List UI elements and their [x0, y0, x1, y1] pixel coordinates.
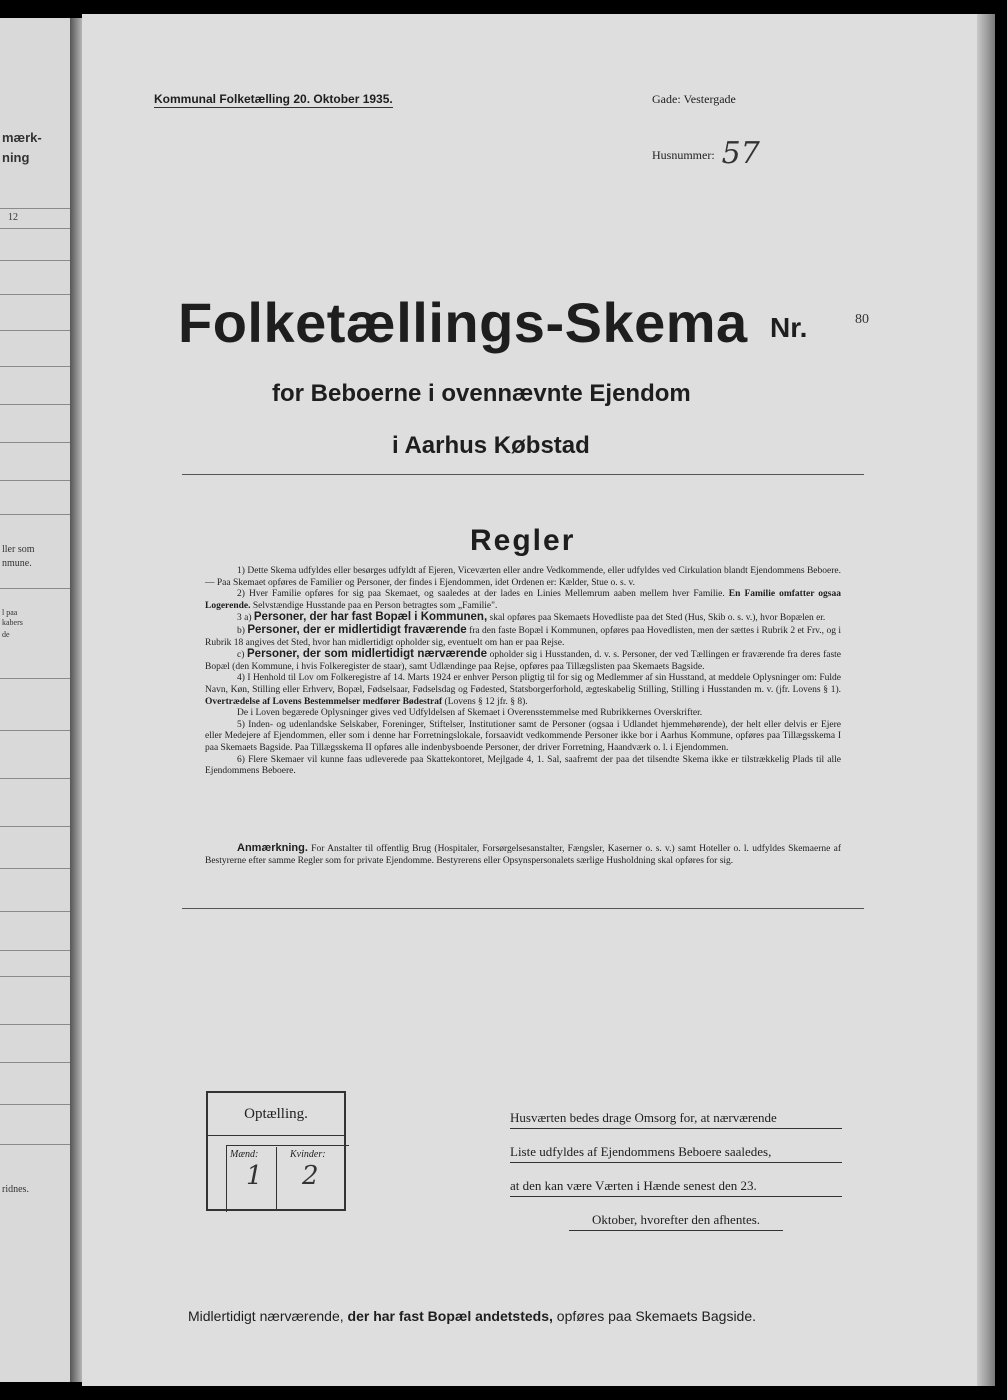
footer-pre: Midlertidigt nærværende,	[188, 1308, 344, 1324]
notice-line: Oktober, hvorefter den afhentes.	[569, 1212, 783, 1231]
rule-3c	[205, 649, 841, 673]
left-page-text: 12	[8, 212, 18, 223]
rule-3b-number: b)	[237, 625, 245, 636]
left-page-rule	[0, 1062, 70, 1063]
remark	[205, 842, 841, 867]
census-form-page	[82, 14, 977, 1386]
men-count: 1	[246, 1161, 263, 1191]
left-page-fragment	[0, 18, 70, 1382]
rule-3a-number: 3 a)	[237, 613, 252, 624]
footer-bold: der har fast Bopæl andetsteds,	[347, 1308, 553, 1324]
left-page-rule	[0, 911, 70, 912]
rule-3c-heading: Personer, der som midlertidigt nærværende	[247, 648, 488, 661]
left-page-rule	[0, 366, 70, 367]
rules-body	[205, 566, 841, 778]
left-page-rule	[0, 480, 70, 481]
footer-note	[188, 1308, 756, 1324]
form-number-value: 80	[855, 312, 869, 327]
form-number-label: Nr.	[770, 312, 808, 343]
left-page-rule	[0, 330, 70, 331]
notice-line: Liste udfyldes af Ejendommens Beboere saaledes,	[510, 1144, 842, 1163]
rule-3c-number: c)	[237, 650, 245, 661]
rule-2-bold: En Familie omfatter ogsaa Logerende.	[205, 589, 841, 611]
left-page-text: ning	[2, 150, 30, 165]
left-page-rule	[0, 260, 70, 261]
rule-4-bold: Overtrædelse af Lovens Bestemmelser medfører Bødestraf	[205, 696, 443, 707]
left-page-rule	[0, 228, 70, 229]
men-label: Mænd:	[230, 1149, 259, 1160]
left-page-rule	[0, 1024, 70, 1025]
left-page-rule	[0, 294, 70, 295]
rule-3c-text: opholder sig i Husstanden, d. v. s. Personer, der ved Tællingen er fraværende fra deres faste Bopæl (den Kommune, i hvis Folkeregister de staar), samt Udlændinge paa Rejse, opføres paa Tillægslisten paa Skemaets Bagside.	[205, 650, 841, 672]
rule-2-text: 2) Hver Familie opføres for sig paa Skemaet, og saaledes at der lades en Linies Mellemrum aaben mellem hver Familie.	[237, 589, 725, 600]
form-subtitle-city: i Aarhus Købstad	[392, 432, 590, 459]
left-page-rule	[0, 778, 70, 779]
book-gutter	[70, 18, 82, 1382]
left-page-rule	[0, 404, 70, 405]
rule-5: 5) Inden- og udenlandske Selskaber, Foreninger, Stiftelser, Institutioner samt de Personer (ogsaa i Udlandet hjemmehørende), der helt eller delvis er Ejere eller Medejere af Ejendommen, eller som i denne har Forretningslokale, forsaavidt vedkommende Personer ikke bor i Aarhus Kommune, opføres paa Tillægsskema I paa Skemaets Bagside. Paa Tillægsskema II opføres alle indenbysboende Personer, der driver Forretning, Haandværk o. l. i Ejendommen.	[205, 719, 841, 753]
rule-4-ref: (Lovens § 12 jfr. § 8).	[444, 696, 528, 707]
remark-text: For Anstalter til offentlig Brug (Hospitaler, Forsørgelsesanstalter, Fængsler, Kaserner o. s. v.) samt Hoteller o. l. udfyldes Skemaerne af Bestyrerne efter samme Regler som for private Ejendomme. Bestyrerens eller Opsynspersonalets særlige Husholdning skal opføres for sig.	[205, 844, 842, 866]
house-number-value: 57	[721, 136, 760, 171]
page-edge	[977, 14, 995, 1386]
left-page-rule	[0, 1144, 70, 1145]
left-page-rule	[0, 514, 70, 515]
women-label: Kvinder:	[290, 1149, 326, 1160]
form-subtitle: for Beboerne i ovennævnte Ejendom	[272, 380, 691, 407]
divider	[182, 908, 864, 909]
census-header: Kommunal Folketælling 20. Oktober 1935.	[154, 92, 393, 106]
rule-3b-heading: Personer, der er midlertidigt fraværende	[247, 623, 467, 636]
count-divider	[276, 1147, 277, 1211]
house-number-label: Husnummer:	[652, 148, 715, 162]
rule-3b-text: fra den faste Bopæl i Kommunen, opføres paa Hovedlisten, men der sættes i Rubrik 2 et Frv., og i Rubrik 18 angives det Sted, hvor han midlertidigt opholder sig, eventuelt om han er paa Rejse.	[205, 625, 842, 648]
left-page-text: l paa	[2, 608, 18, 617]
rule-3b	[205, 625, 841, 649]
left-page-rule	[0, 1104, 70, 1105]
street-field	[652, 92, 736, 107]
notice-line: at den kan være Værten i Hænde senest den 23.	[510, 1178, 842, 1197]
left-page-rule	[0, 976, 70, 977]
rules-heading: Regler	[470, 524, 576, 557]
street-label: Gade:	[652, 92, 681, 106]
landlord-notice	[510, 1110, 842, 1246]
house-number-field	[652, 132, 760, 171]
left-page-text: ller som	[2, 544, 35, 555]
street-value: Vestergade	[683, 92, 736, 106]
rule-1: 1) Dette Skema udfyldes eller besørges udfyldt af Ejeren, Viceværten eller andre Vedkommende, eller udfyldes ved Cirkulation blandt Ejendommens Beboere. — Paa Skemaet opføres de Familier og Personer, der findes i Ejendommen, idet Ordenen er: Kælder, Stue o. s. v.	[205, 566, 841, 588]
left-page-rule	[0, 442, 70, 443]
rule-4	[205, 673, 841, 708]
rule-4-text: 4) I Henhold til Lov om Folkeregistre af 14. Marts 1924 er enhver Person pligtig til for sig og Medlemmer af sin Husstand, at meddele Oplysninger om: Fulde Navn, Køn, Stilling eller Erhverv, Bopæl, Fødselsaar, Fødselsdag og Fødested, Statsborgerforhold, ægteskabelig Stilling, Stilling i Husstanden m. v. (jfr. Lovens § 1).	[205, 673, 841, 695]
left-page-text: kabers	[2, 618, 23, 627]
form-title: Folketællings-Skema	[178, 291, 748, 354]
left-page-text: ridnes.	[2, 1184, 29, 1195]
left-page-rule	[0, 826, 70, 827]
rule-6: 6) Flere Skemaer vil kunne faas udleverede paa Skattekontoret, Mejlgade 4, 1. Sal, saafremt der paa det tilsendte Skema ikke er tilstrækkelig Plads til alle Ejendommens Beboere.	[205, 754, 841, 777]
divider	[182, 474, 864, 475]
left-page-text: mærk-	[2, 130, 42, 145]
footer-post: opføres paa Skemaets Bagside.	[556, 1308, 757, 1324]
rule-2	[205, 589, 841, 612]
rule-4-note: De i Loven begærede Oplysninger gives ved Udfyldelsen af Skemaet i Overensstemmelse med Rubrikkernes Overskrifter.	[237, 708, 703, 719]
notice-line: Husværten bedes drage Omsorg for, at nærværende	[510, 1110, 842, 1129]
women-count: 2	[302, 1161, 319, 1191]
left-page-text: de	[2, 630, 10, 639]
remark-label: Anmærkning.	[237, 842, 308, 854]
rule-3a-text: skal opføres paa Skemaets Hovedliste paa det Sted (Hus, Skib o. s. v.), hvor Bopælen er.	[489, 613, 826, 624]
left-page-rule	[0, 678, 70, 679]
left-page-rule	[0, 208, 70, 209]
left-page-rule	[0, 730, 70, 731]
left-page-rule	[0, 588, 70, 589]
remark-paragraph	[205, 842, 841, 867]
rule-2-tail: Selvstændige Husstande paa en Person betragtes som „Familie".	[252, 600, 498, 611]
left-page-rule	[0, 868, 70, 869]
left-page-text: nmune.	[2, 558, 32, 569]
left-page-rule	[0, 950, 70, 951]
count-heading: Optælling.	[208, 1093, 344, 1136]
rule-3a-heading: Personer, der har fast Bopæl i Kommunen,	[253, 611, 488, 624]
count-box	[206, 1091, 346, 1211]
